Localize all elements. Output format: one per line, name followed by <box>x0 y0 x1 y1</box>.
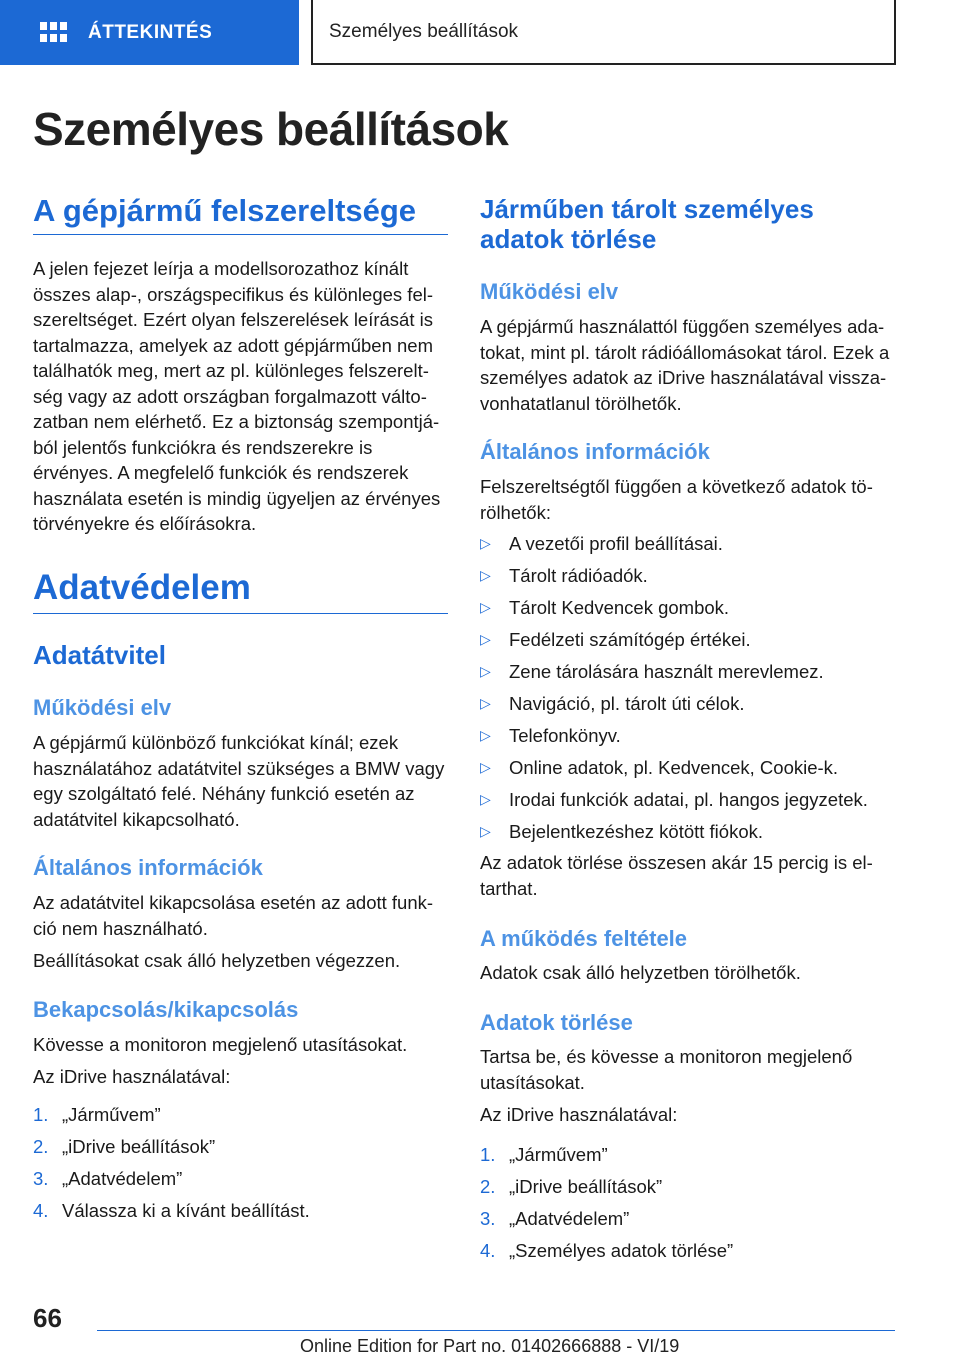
edition-footer: Online Edition for Part no. 01402666888 - VI/19 <box>300 1336 680 1356</box>
principle-paragraph: A gépjármű használattól függően személyes adatokat, mint pl. tárolt rádióállomásokat tárol. Ezek a személyes adatok az iDrive használatával visszavonhatatlanul törölhetők. <box>480 316 890 414</box>
delete-data-paragraph: Tartsa be, és kövesse a monitoron megjelenő utasításokat. <box>480 1046 853 1093</box>
triangle-bullet-icon: ▷ <box>480 823 491 839</box>
heading-general-info: Általános információk <box>480 439 710 464</box>
triangle-bullet-icon: ▷ <box>480 791 491 807</box>
general-info-paragraph: Az adatátvitel kikapcsolása esetén az adott funkció nem használható. <box>33 892 434 939</box>
heading-principle: Működési elv <box>33 695 172 720</box>
section-title-equipment: A gépjármű felszereltsége <box>33 193 417 228</box>
page-number: 66 <box>33 1303 62 1333</box>
triangle-bullet-icon: ▷ <box>480 759 491 775</box>
equipment-paragraph: A jelen fejezet leírja a modellsorozathoz kínált összes alap-, országspecifikus és különleges felszereltséget. Ezért olyan felszerelések leírását is tartalmazza, amelyek az adott gépjárműben nem találhatók meg, mert az pl. különleges felszereltség vagy az adott országban forgalmazott változatban nem elérhető. Ez a biztonság szempontjából jelentős funkciókra és rendszerekre is érvényes. A megfelelő funkciók és rendszerek használata esetén is mindig ügyeljen az érvényes törvényekre és előírásokra. <box>33 258 441 534</box>
heading-principle: Működési elv <box>480 279 619 304</box>
section-title-data-protection: Adatvédelem <box>33 568 251 607</box>
duration-paragraph: Az adatok törlése összesen akár 15 percig is eltarthat. <box>480 852 873 899</box>
heading-general-info: Általános információk <box>33 855 263 880</box>
section-tab[interactable] <box>311 0 896 65</box>
heading-delete-data: Adatok törlése <box>480 1010 633 1035</box>
grid-menu-icon <box>40 22 66 44</box>
section-rule <box>33 234 448 235</box>
triangle-bullet-icon: ▷ <box>480 567 491 583</box>
triangle-bullet-icon: ▷ <box>480 631 491 647</box>
overview-tab[interactable] <box>0 0 299 65</box>
section-rule <box>33 613 448 614</box>
delete-data-paragraph-2: Az iDrive használatával: <box>480 1104 678 1125</box>
on-off-paragraph: Kövesse a monitoron megjelenő utasításokat. <box>33 1034 408 1055</box>
triangle-bullet-icon: ▷ <box>480 599 491 615</box>
section-tab-label: Személyes beállítások <box>329 20 519 42</box>
overview-tab-label: ÁTTEKINTÉS <box>88 21 213 43</box>
footer-rule <box>97 1330 895 1331</box>
general-info-paragraph-2: Beállításokat csak álló helyzetben végezzen. <box>33 950 401 971</box>
subsection-title-data-transfer: Adatátvitel <box>33 640 166 670</box>
general-info-paragraph: Felszereltségtől függően a következő adatok törölhetők: <box>480 476 873 523</box>
triangle-bullet-icon: ▷ <box>480 535 491 551</box>
on-off-paragraph-2: Az iDrive használatával: <box>33 1066 231 1087</box>
triangle-bullet-icon: ▷ <box>480 663 491 679</box>
triangle-bullet-icon: ▷ <box>480 727 491 743</box>
page-title: Személyes beállítások <box>33 103 509 155</box>
section-title-delete-personal-data: Járműben tárolt személyes adatok törlése <box>480 194 814 254</box>
principle-paragraph: A gépjármű különböző funkciókat kínál; ezek használatához adatátvitel szükséges a BMW vagy egy szolgáltató felé. Néhány funkció esetén az adatátvitel kikapcsolható. <box>33 732 445 830</box>
heading-condition: A működés feltétele <box>480 926 688 951</box>
condition-paragraph: Adatok csak álló helyzetben törölhetők. <box>480 962 801 983</box>
triangle-bullet-icon: ▷ <box>480 695 491 711</box>
heading-on-off: Bekapcsolás/kikapcsolás <box>33 997 299 1022</box>
